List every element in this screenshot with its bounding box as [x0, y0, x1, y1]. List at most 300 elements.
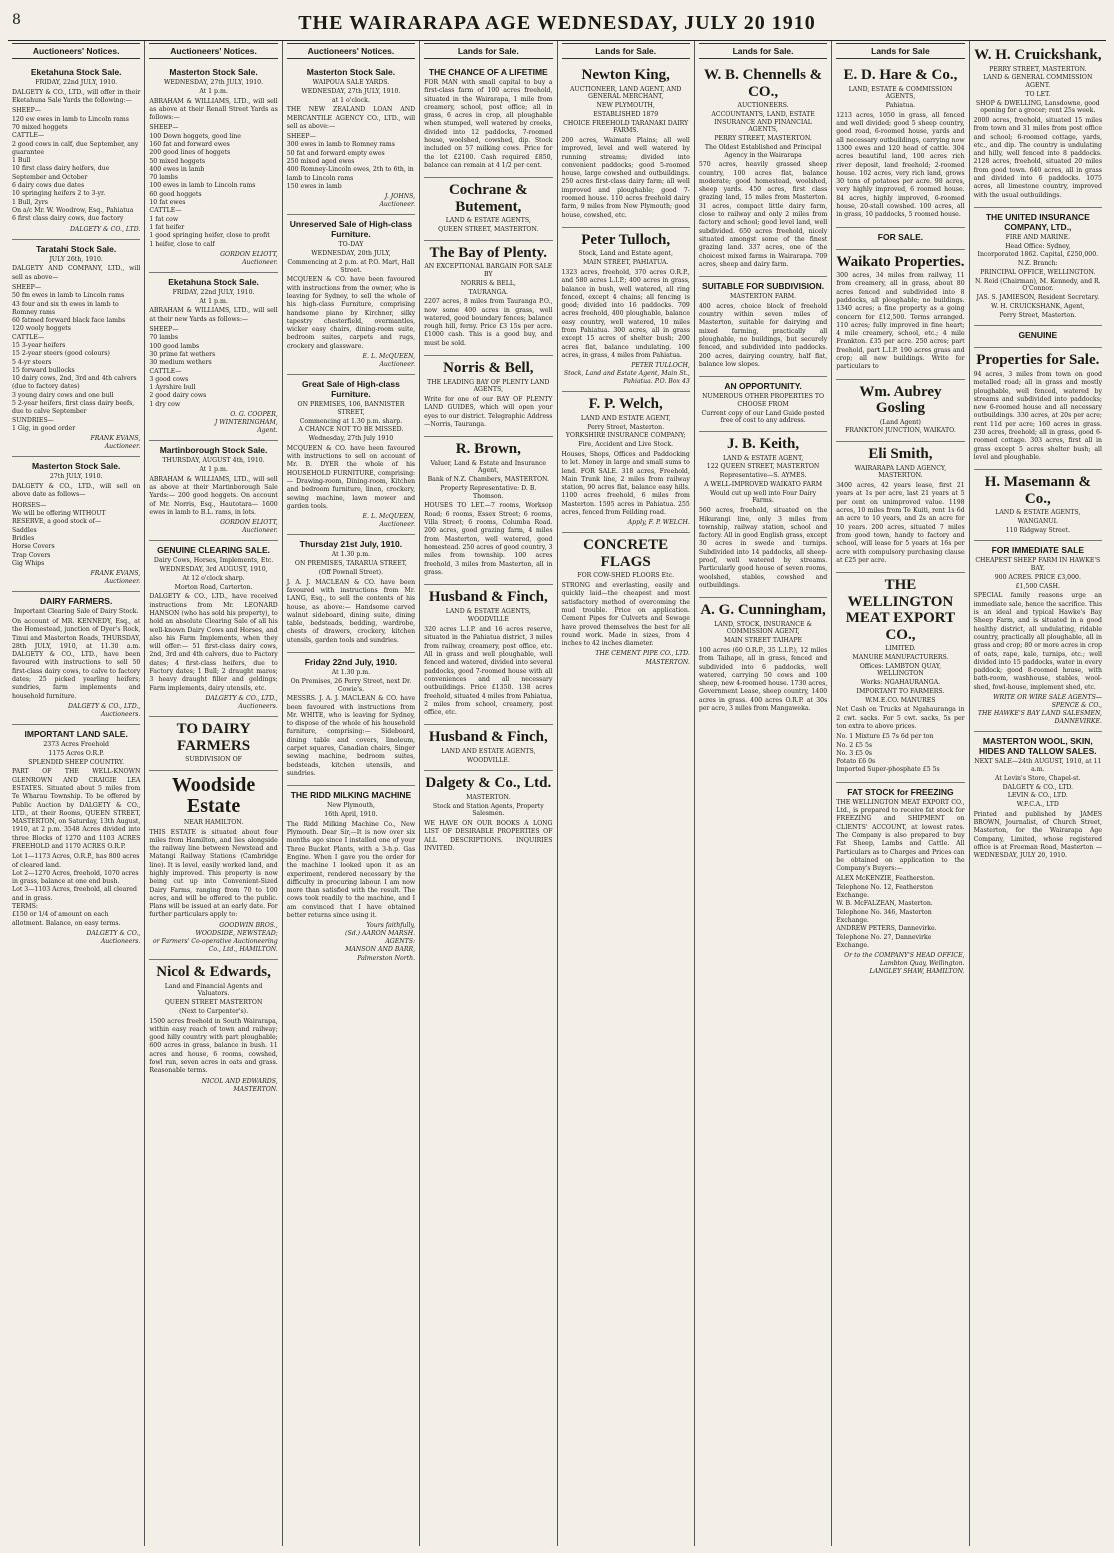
- advertisement: [287, 215, 415, 375]
- ad-body-text: THE NEW ZEALAND LOAN AND MERCANTILE AGENCY CO., LTD., will sell as above:—: [286, 106, 416, 130]
- ad-signature: AGENTS:: [385, 938, 416, 946]
- ad-list-item: 1 heifer, close to calf: [149, 240, 215, 248]
- ad-subheading: N.Z. Branch:: [1017, 260, 1058, 268]
- ad-list-item: TERMS:: [12, 903, 38, 911]
- ad-subheading: Important Clearing Sale of Dairy Stock.: [13, 608, 139, 616]
- ad-signature: (Sd.) AARON MARSH.: [345, 930, 416, 938]
- ad-body-text: SPECIAL family reasons urge an immediate sale, hence the sacrifice. This is an ideal and typical Hawke's Bay Sheep Farm, and is situated in a good healthy district, all undulating, ridable country, practically all ploughable, all in grass and crop; 80 or more acres in crop of oats, rape, kale, turnips, etc.; well divided into 15 paddocks, water in every paddock; good 8-roomed house, with bath-room, washhouse, stables, wool-shed, fowl-house, implement shed, etc.: [973, 592, 1102, 691]
- advertisement: [287, 786, 415, 967]
- advertisement: [149, 273, 277, 441]
- ad-signature: DALGETY & CO.,: [86, 929, 141, 937]
- ad-subheading: At 1 p.m.: [199, 87, 228, 95]
- ad-subheading: Offices: LAMBTON QUAY, WELLINGTON: [859, 662, 942, 678]
- ad-list-item: 1 fat heifer: [149, 223, 185, 231]
- ad-title: THE UNITED INSURANCE COMPANY, LTD.,: [985, 211, 1090, 232]
- ad-subheading: (Land Agent): [879, 418, 921, 426]
- ad-subheading: QUEEN STREET MASTERTON: [164, 999, 263, 1007]
- ad-subheading: (Next to Carpenter's).: [179, 1007, 249, 1015]
- ad-title: R. Brown,: [455, 441, 521, 458]
- ad-subheading: LAND, STOCK, INSURANCE & COMMISSION AGENT,: [714, 620, 813, 636]
- ad-signature: Auctioneer.: [379, 521, 416, 529]
- ad-subheading: SPLENDID SHEEP COUNTRY.: [28, 758, 125, 766]
- ad-body-text: 94 acres, 3 miles from town on good metalled road; all in grass and mostly ploughable, well fenced, watered by streams and subdivided into paddocks; new 6-roomed house and all necessary outbuildings. 330 acres, at 20s per acre; rent 11d per acre; 160 acres in grass. 230 acres, freehold; all in grass, good 6-roomed cottage. 303 acres, first all in grass except 5 acres shelter bush; all level and ploughable.: [973, 370, 1102, 461]
- ad-signature: Auctioneer.: [242, 258, 278, 266]
- ad-subheading: N. Reid (Chairman), M. Kennedy, and R. O'Connor.: [974, 277, 1101, 293]
- ad-list-item: 10 first class dairy heifers, due September and October: [12, 165, 110, 181]
- ad-title: Masterton Stock Sale.: [32, 461, 121, 472]
- ad-subheading: LAND & ESTATE AGENTS,: [995, 509, 1081, 517]
- ad-subheading: 27th JULY, 1910.: [49, 473, 103, 481]
- ad-list-item: CATTLE—: [12, 333, 45, 341]
- ad-list-item: CATTLE—: [149, 367, 182, 375]
- ad-subheading: At 1 p.m.: [199, 297, 228, 305]
- ad-subheading: CHOICE FREEHOLD TARANAKI DAIRY FARMS.: [563, 119, 689, 135]
- ad-signature: DALGETY & CO., LTD.,: [205, 694, 278, 702]
- ad-list-item: ALEX McKENZIE, Featherston. Telephone No. 12, Featherston Exchange.: [836, 875, 935, 900]
- ad-body-text: ABRAHAM & WILLIAMS, LTD., will sell at their new Yards as follows:—: [149, 307, 278, 323]
- ad-list-item: 160 fat and forward ewes: [149, 140, 230, 148]
- ad-subheading: At Levin's Store, Chapel-st.: [995, 774, 1081, 782]
- advertisement: [699, 377, 827, 432]
- ad-subheading: LAND AND ESTATE AGENTS,: [441, 747, 536, 755]
- ad-subheading: 16th April, 1910.: [324, 810, 378, 818]
- ad-list-item: SUNDRIES—: [12, 416, 54, 424]
- ad-subheading: at 1 o'clock.: [332, 96, 370, 104]
- ad-body-text: 400 acres, choice block of freehold country within seven miles of Masterton, suitable for dairying and mixed farming, practically all ploughable, no buildings, but securely fenced, and subdivided into paddocks. 200 acres, dairying country, half flat, balance low slopes.: [698, 302, 828, 368]
- ad-subheading: MASTERTON.: [466, 793, 511, 801]
- ad-subheading: Property Representative: D. B. Thomson.: [440, 484, 537, 500]
- ad-title: FOR IMMEDIATE SALE: [991, 545, 1085, 556]
- newspaper-column: [283, 41, 420, 1546]
- ad-body-text: 1500 acres freehold in South Wairarapa, within easy reach of town and railway; good hilly country with part ploughable; 600 acres in grass, balance in bush. 11 acres and house, 6 rooms, cowshed, fowl run, seven acres in oats and grass. Reasonable terms.: [149, 1017, 278, 1075]
- ad-title: Thursday 21st July, 1910.: [299, 539, 403, 550]
- ad-subheading: At 1.30 p.m.: [331, 551, 371, 559]
- ad-list-item: 1 fat cow: [149, 215, 179, 223]
- ad-body-text: 2000 acres, freehold, situated 15 miles from town and 31 miles from post office and school; 6-roomed cottage, yards, etc., and dip. The country is undulating and hilly, well fenced into 8 paddocks. 2128 acres, freehold, situated 20 miles from good town. 640 acres, all in grass and divided into 6 paddocks. 1075 acres, all limestone country, improved with the usual outbuildings.: [973, 117, 1102, 199]
- advertisement: [12, 725, 140, 951]
- ad-list-item: 10 dairy cows, 2nd, 3rd and 4th calvers (due to factory dates): [12, 375, 137, 391]
- ad-title: DAIRY FARMERS.: [40, 596, 113, 607]
- advertisement: [149, 717, 277, 771]
- ad-title: TO DAIRY FARMERS: [176, 721, 251, 754]
- ad-signature: PETER TULLOCH,: [631, 362, 690, 370]
- ad-subheading: WAIRARAPA LAND AGENCY, MASTERTON.: [854, 464, 947, 480]
- ad-list-item: Horse Covers: [12, 543, 55, 551]
- column-heading: Lands for Sale.: [562, 43, 690, 59]
- ad-signature: O. G. COOPER,: [230, 411, 278, 419]
- ad-list-item: 100 ewes in lamb to Lincoln rams: [149, 182, 256, 190]
- ad-subheading: QUEEN STREET, MASTERTON.: [438, 226, 539, 234]
- ad-signature: Or to the COMPANY'S HEAD OFFICE, Lambton Quay, Wellington.: [844, 952, 965, 968]
- ad-signature: NICOL AND EDWARDS,: [201, 1077, 278, 1085]
- ad-subheading: ESTABLISHED 1879: [593, 110, 659, 118]
- ad-title: Dalgety & Co., Ltd.: [425, 775, 552, 792]
- advertisement: [424, 356, 552, 437]
- ad-subheading: WEDNESDAY, 20th JULY,: [311, 250, 391, 258]
- ad-list-item: 15 3-year heifers: [12, 341, 66, 349]
- ad-subheading: WOODVILLE.: [466, 756, 510, 764]
- ad-list-item: SHEEP—: [12, 283, 42, 291]
- ad-subheading: FOR COW-SHED FLOORS Etc.: [577, 572, 675, 580]
- ad-signature: DALGETY & CO., LTD.,: [67, 702, 141, 710]
- ad-subheading: DALGETY & CO., LTD.: [1002, 783, 1074, 791]
- ad-body-text: PART OF THE WELL-KNOWN GLENROWN AND CRAIGIE LEA ESTATES. Situated about 5 miles from Te Wharau Township. To be offered by Public Auction by DALGETY & CO., LTD., at their Rooms, QUEEN STREET, MASTERTON, on Saturday, 13th August, 1910, at 2 p.m. 3548 Acres divided into three Blocks of 1270 and 1103 ACRES FREEHOLD and 1170 ACRES O.R.P.: [12, 768, 141, 850]
- advertisement: [836, 380, 964, 443]
- ad-subheading: LAND & ESTATE AGENTS,: [445, 217, 531, 225]
- ad-signature: Auctioneer.: [104, 443, 141, 451]
- ad-title: IMPORTANT LAND SALE.: [24, 729, 128, 740]
- ad-body-text: Houses, Shops, Offices and Paddocking to let. Money in large and small sums to lend. FOR SALE. 318 acres, Freehold, Main Trunk line, 2 miles from railway station, 90 acres flat, balance easy hills. 1100 acres freehold, 6 miles from Masterton. 1595 acres in Pahiatua. 255 acres, fenced from Feilding road.: [561, 450, 690, 516]
- advertisement: [149, 771, 277, 960]
- ad-body-text: FOR MAN with small capital to buy a first-class farm of 100 acres freehold, situated in the Wairarapa, 1 mile from creamery, school, post office; all in grass, 6 acres in crop, all ploughable when stumped, well watered by creeks, divided into 12 paddocks, 7-roomed house, woolshed, cowshed, dip. Stock included on 57 milking cows. Price for the lot £2100. Cash required £850, balance can remain at 4 1/2 per cent.: [424, 79, 553, 169]
- ad-signature: MASTERTON.: [645, 658, 690, 666]
- advertisement: [149, 960, 277, 1099]
- column-heading: Auctioneers' Notices.: [287, 43, 415, 59]
- ad-title: GENUINE CLEARING SALE.: [157, 545, 270, 556]
- ad-title: The Bay of Plenty.: [429, 244, 548, 261]
- ad-item-list: [12, 284, 140, 433]
- ad-title: H. Masemann & Co.,: [984, 474, 1091, 507]
- ad-subheading: A WELL-IMPROVED WAIKATO FARM: [704, 480, 823, 488]
- ad-subheading: On Premises, 26 Perry Street, next Dr. Cowie's.: [290, 677, 412, 693]
- ad-list-item: SHEEP—: [12, 107, 42, 115]
- ad-list-item: ANDREW PETERS, Dannevirke. Telephone No. 27, Dannevirke Exchange.: [836, 925, 937, 949]
- ad-subheading: YORKSHIRE INSURANCE COMPANY;: [565, 432, 686, 440]
- column-heading: Lands for Sale.: [424, 43, 552, 59]
- ad-subheading: Commencing at 1.30 p.m. sharp.: [299, 417, 403, 425]
- ad-signature: SPENCE & CO.,: [1051, 702, 1102, 710]
- ad-subheading: 2373 Acres Freehold: [43, 741, 109, 749]
- ad-subheading: NEW PLYMOUTH,: [596, 102, 655, 109]
- ad-subheading: Bank of N.Z. Chambers, MASTERTON.: [427, 476, 550, 484]
- ad-subheading: ON PREMISES, TARARUA STREET,: [294, 560, 407, 568]
- ad-subheading: Commencing at 2 p.m. at P.O. Mart, Hall Street.: [287, 258, 415, 274]
- ad-signature: GORDON ELIOTT,: [220, 519, 278, 527]
- ad-body-text: Printed and published by JAMES BROWN, Journalist, of Church Street, Masterton, for the Wairarapa Age Company, Limited, whose registered office is at Freeman Road, Masterton — WEDNESDAY, JULY 20, 1910.: [973, 810, 1102, 860]
- advertisement: [287, 535, 415, 653]
- ad-list-item: 3 young dairy cows and one bull: [12, 391, 114, 399]
- ad-subheading: At 1 p.m.: [199, 465, 228, 473]
- ad-subheading: ON PREMISES, 106, BANNISTER STREET,: [297, 401, 405, 416]
- ad-title: THE RIDD MILKING MACHINE: [290, 790, 412, 801]
- advertisement: [424, 241, 552, 356]
- ad-list-item: Trap Covers: [12, 551, 51, 559]
- ad-title: FOR SALE.: [877, 231, 924, 242]
- ad-title: Great Sale of High-class Furniture.: [302, 379, 400, 400]
- ad-signature: Auctioneers.: [100, 711, 141, 718]
- ad-subheading: Incorporated 1862. Capital, £250,000.: [977, 251, 1099, 259]
- ad-body-text: Write for one of our BAY OF PLENTY LAND GUIDES, which will open your eyes to our district. Telegraphic Address—Norris, Tauranga.: [424, 396, 553, 428]
- advertisement: [836, 228, 964, 250]
- advertisement: [974, 541, 1102, 732]
- ad-list-item: 15 2-year steers (good colours): [12, 350, 110, 358]
- ad-list-item: 150 ewes in lamb: [286, 182, 342, 190]
- newspaper-column: [558, 41, 695, 1546]
- ad-signature: FRANK EVANS,: [90, 435, 141, 443]
- ad-list-item: 400 Romney-Lincoln ewes, 2th to 6th, in lamb to Lincoln rams: [286, 166, 414, 182]
- advertisement: [699, 277, 827, 377]
- ad-body-text: 100 acres (60 O.R.P., 35 L.I.P.), 12 miles from Taihape, all in grass, fenced and subdivided into 6 paddocks, well watered, carrying 50 cows and 100 sheep, new 4-roomed house. 1730 acres, Government Lease, sheep country, 1400 acres in grass. 400 acres O.R.P. at 30s per acre, 3 miles from Mangaweka.: [698, 646, 828, 713]
- advertisement: [149, 441, 277, 541]
- newspaper-column: [970, 41, 1106, 1546]
- advertisement: [287, 63, 415, 215]
- ad-list-item: CATTLE—: [12, 132, 45, 140]
- ad-subheading: Would cut up well into Four Dairy Farms.: [710, 489, 817, 505]
- ad-subheading: At 1.30 p.m.: [331, 669, 371, 677]
- ad-signature: DANNEVIRKE.: [1054, 718, 1102, 726]
- ad-body-text: 570 acres, heavily grassed sheep country, 100 acres flat, balance moderate; good homestead, woolshed, sheep yards. 450 acres, first class grazing land, 15 miles from Masterton. 31 acres, compact little dairy farm, close to railway and only 2 miles from factory and school; good level land, well subdivided. 650 acres freehold, nicely situated amongst some of the finest grazing land. 337 acres, one of the choicest mixed farms in Wairarapa. 709 acres, sheep and dairy farm.: [698, 161, 828, 268]
- ad-list-item: 6 first class dairy cows, due factory: [12, 215, 124, 223]
- column-heading: Auctioneers' Notices.: [12, 43, 140, 59]
- ad-subheading: Perry Street, Masterton.: [999, 311, 1077, 319]
- ad-list-item: 50 fm ewes in lamb to Lincoln rams: [12, 292, 125, 300]
- ad-subheading: Perry Street, Masterton.: [587, 423, 665, 431]
- ad-subheading: Morton Road, Carterton.: [174, 583, 253, 591]
- ad-list-item: 100 Down hoggets, good line: [149, 132, 241, 140]
- ad-subheading: WEDNESDAY, 27th JULY, 1910.: [301, 87, 401, 95]
- ad-subheading: Pahiatua.: [885, 102, 916, 109]
- ad-title: Eketahuna Stock Sale.: [30, 67, 122, 77]
- newspaper-title: THE WAIRARAPA AGE WEDNESDAY, JULY 20 1910: [298, 12, 816, 34]
- ad-subheading: Dairy Cows, Horses, Implements, Etc.: [153, 557, 274, 565]
- ad-subheading: FRANKTON JUNCTION, WAIKATO.: [845, 427, 956, 435]
- advertisement: [836, 783, 964, 982]
- ad-subheading: LAND AND ESTATE AGENT,: [580, 414, 671, 422]
- ad-title: Husband & Finch,: [428, 589, 548, 606]
- ad-subheading: LAND & GENERAL COMMISSION AGENT.: [983, 74, 1093, 89]
- ad-title: Unreserved Sale of High-class Furniture.: [289, 219, 413, 240]
- ad-title: A. G. Cunningham,: [700, 602, 826, 619]
- ad-list-item: 15 forward bullocks: [12, 366, 75, 374]
- ad-signature: WRITE OR WIRE SALE AGENTS—: [993, 694, 1102, 702]
- ad-title: GENUINE: [1018, 330, 1058, 341]
- ad-signature: Auctioneer.: [242, 527, 278, 535]
- ad-item-list: [12, 502, 140, 568]
- ad-subheading: (Off Pownall Street).: [318, 568, 384, 576]
- advertisement: [562, 228, 690, 392]
- ad-list-item: Gig Whips: [12, 559, 45, 567]
- ad-list-item: 5 2-year heifers, first class dairy beefs, due to calve September: [12, 400, 135, 416]
- ad-subheading: FRIDAY, 22nd JULY, 1910.: [35, 79, 118, 86]
- ad-title: Peter Tulloch,: [581, 231, 671, 248]
- ad-list-item: W. B. McFALZEAN, Masterton. Telephone No. 346, Masterton Exchange.: [836, 900, 933, 924]
- ad-signature: FRANK EVANS,: [90, 570, 141, 578]
- ad-body-text: 200 acres, Waimate Plains; all well improved, level and well watered by running streams; divided into convenient paddocks; good 5-roomed house, large cowshed and outbuildings. 250 acres first-class dairy farm; all well improved and ploughable; good 7-roomed house. 110 acres freehold dairy farm, 9 miles from New Plymouth; good house, cowshed, etc.: [561, 137, 690, 219]
- ad-body-text: DALGETY & CO., LTD., have received instructions from Mr. LEONARD HANSON (who has sold his property), to hold an absolute Clearing Sale of all his well-known Dairy Cows and Horses, and also his Farm Implements, when they will offer:— 51 first-class dairy cows, 2nd, 3rd and 4th calvers, due to Factory dates; 4 first-class heifers, due to Factory dates; 1 Bull; 2 draught mares; 3 heavy draught filler and geldings; Farm implements, dairy utensils, etc.: [149, 593, 278, 692]
- ad-signature: Stock, Land and Estate Agent, Main St., Pahiatua. P.O. Box 43: [563, 370, 690, 386]
- ad-subheading: W.F.C.A., LTD: [1016, 801, 1059, 809]
- advertisement: [974, 348, 1102, 470]
- ad-list-item: 300 ewes in lamb to Romney rams: [286, 141, 395, 149]
- ad-list-item: No. 3 £5 0s: [836, 749, 873, 757]
- ad-body-text: 320 acres L.I.P. and 16 acres reserve, situated in the Pahiatua district, 3 miles from railway, creamery, post office, etc. All in grass and well ploughable, well fenced and watered, divided into several paddocks, good 7-roomed house with all conveniences and all necessary outbuildings. Price £1350. 138 acres freehold, situated 4 miles from Pahiatua, 2 miles from school, creamery, post office, etc.: [424, 626, 553, 717]
- ad-list-item: 50 mixed hoggets: [149, 157, 206, 165]
- ad-subheading: THE LEADING BAY OF PLENTY LAND AGENTS,: [427, 378, 550, 394]
- column-heading: Lands for Sale: [836, 43, 964, 59]
- ad-body-text: 2207 acres, 8 miles from Tauranga P.O., now some 400 acres in grass, well watered, good boundary fences; balance rough hill, ferny. Price £3 15s per acre. £1000 cash. This is a good buy, and must be sold.: [424, 298, 553, 347]
- ad-signature: Palmerston North.: [357, 954, 416, 962]
- newspaper-column: [8, 41, 145, 1546]
- ad-subheading: 110 Ridgway Street.: [1005, 526, 1070, 534]
- ad-subheading: W. H. CRUICKSHANK, Agent,: [991, 302, 1085, 310]
- advertisement: [699, 598, 827, 720]
- ad-subheading: MAIN STREET, PAHIATUA.: [582, 259, 669, 267]
- ad-subheading: AUCTIONEER, LAND AGENT, AND GENERAL MERCHANT,: [570, 85, 682, 101]
- column-grid: [8, 41, 1106, 1546]
- page-number: 8: [12, 12, 21, 28]
- ad-subheading: IMPORTANT TO FARMERS.: [856, 687, 945, 695]
- column-heading: Lands for Sale.: [699, 43, 827, 59]
- ad-subheading: Valuer, Land & Estate and Insurance Agent,: [430, 459, 547, 475]
- ad-title: Nicol & Edwards,: [156, 964, 271, 981]
- ad-subheading: TAURANGA.: [468, 288, 508, 296]
- ad-title: Wm. Aubrey Gosling: [859, 383, 942, 417]
- ad-title: Waikato Properties.: [836, 253, 965, 270]
- advertisement: [562, 392, 690, 533]
- ad-signature: Auctioneer.: [379, 201, 416, 209]
- ad-title: Masterton Stock Sale.: [169, 67, 258, 77]
- ad-subheading: ACCOUNTANTS, LAND, ESTATE INSURANCE AND FINANCIAL AGENTS,: [711, 110, 815, 134]
- ad-body-text: 300 acres, 34 miles from railway, 11 from creamery, all in grass, about 80 acres fenced and subdivided into 8 paddocks, all ploughable; no buildings. 1340 acres; a fine property as a going concern for £12,500. Terms arranged. 110 acres; fully improved in fine heart; 4 mile creamery, school, etc.; 4 mile Frankton. £35 per acre. 250 acres; part freehold, part L.I.P. 190 acres grass and crop; all new buildings. Write for particulars to: [836, 272, 965, 371]
- ad-list-item: Saddles: [12, 526, 37, 534]
- ad-signature: J WINTERINGHAM,: [214, 419, 278, 427]
- ad-signature: MANSON AND BARR,: [345, 946, 416, 954]
- ad-subheading: PRINCIPAL OFFICE, WELLINGTON.: [980, 268, 1096, 276]
- ad-body-text: STRONG and everlasting, easily and quickly laid—the cheapest and most satisfactory method of overcoming the mud trouble. Price on application. Cement Pipes for Culverts and Sewage have proved themselves the best for all round work. Made in sizes, from 4 inches to 42 inches diameter.: [561, 582, 690, 648]
- ad-subheading: The Oldest Established and Principal Agency in the Wairarapa: [704, 143, 822, 159]
- masthead: [8, 6, 1106, 41]
- ad-list-item: 2 good dairy cows: [149, 392, 207, 400]
- ad-subheading: SHOP & DWELLING, Lansdowne, good opening for a grocer; rent 25s week.: [975, 99, 1100, 115]
- ad-item-list: [836, 875, 964, 950]
- ad-signature: or Farmers' Co-operative Auctioneering Co., Ltd., HAMILTON.: [152, 937, 278, 953]
- ad-subheading: LAND, ESTATE & COMMISSION AGENTS,: [848, 85, 953, 101]
- ad-list-item: 1 good springing heifer, close to profit: [149, 232, 270, 240]
- ad-title: Newton King,: [581, 67, 670, 83]
- ad-subheading: WAIPOUA SALE YARDS.: [312, 79, 390, 86]
- ad-signature: J. JOHNS,: [384, 193, 416, 201]
- advertisement: [974, 732, 1102, 867]
- ad-body-text: ABRAHAM & WILLIAMS, LTD., will sell as above at their Renall Street Yards as follows:—: [149, 97, 278, 122]
- ad-subheading: WEDNESDAY, 27th JULY, 1910.: [164, 79, 264, 86]
- advertisement: [836, 63, 964, 228]
- ad-body-text: HOUSES TO LET.—7 rooms, Worksop Road; 6 rooms, Essex Street; 6 rooms, Villa Street; 6 rooms, Columba Road. 200 acres, good grazing farm, 4 miles from Masterton, well watered, good homestead. 250 acres of good country, 3 miles from township. 100 acres freehold, 3 miles from Masterton, all in grass.: [424, 502, 553, 576]
- ad-item-list: [287, 133, 415, 191]
- ad-title: Eli Smith,: [868, 446, 933, 463]
- ad-list-item: 400 ewes in lamb: [149, 165, 205, 173]
- advertisement: [974, 326, 1102, 348]
- ad-body-text: THE WELLINGTON MEAT EXPORT CO., Ltd., is prepared to receive fat stock for FREEZING and SHIPMENT on CLIENTS' ACCOUNT, at lowest rates. The Company is also prepared to buy Fat Sheep, Lambs and Cattle. All Particulars as to Charges and Prices can be obtained on application to the Company's Buyers:—: [836, 798, 965, 873]
- ad-signature: GOODWIN BROS.,: [219, 921, 278, 929]
- advertisement: [287, 375, 415, 535]
- ad-signature: Auctioneer.: [379, 361, 416, 369]
- ad-body-text: J. A. J. MACLEAN & CO. have been favoured with instructions from Mr. LANG, Esq., to sell the contents of his house, as above:— Handsome carved walnut sideboard, dining suite, dining table, bedsteads, bedding, wardrobe, chests of drawers, crockery, kitchen utensils, garden tools and sundries.: [286, 578, 416, 644]
- advertisement: [424, 437, 552, 585]
- ad-signature: LANGLEY SHAW, HAMILTON.: [869, 968, 965, 976]
- advertisement: [699, 63, 827, 277]
- ad-list-item: 10 fat ewes: [149, 199, 186, 207]
- ad-signature: Auctioneers.: [238, 702, 278, 710]
- ad-list-item: 250 mixed aged ewes: [286, 158, 355, 166]
- ad-body-text: THIS ESTATE is situated about four miles from Hamilton, and lies alongside the railway line between Newstead and Matangi Railway Stations (Cambridge line). It is level, easily worked land, and highly improved. This property is now being cut up into Convenient-Sized Dairy Farms, ranging from 70 to 100 acres, and will be offered to the public. Plans will be issued at an early date. For further particulars apply to:: [149, 828, 278, 919]
- ad-signature: WOODSIDE, NEWSTEAD;: [195, 929, 278, 937]
- ad-item-list: [836, 733, 964, 774]
- ad-subheading: MANURE MANUFACTURERS.: [852, 653, 949, 661]
- ad-subheading: JULY 26th, 1910.: [49, 255, 103, 263]
- ad-body-text: The Ridd Milking Machine Co., New Plymouth. Dear Sir,—It is now over six months ago since I installed one of your Three Bucket Plants, with a 3-h.p. Gas Engine. When I gave you the order for the machine I looked upon it as an experiment, rendered necessary by the difficulty in procuring labour. I am now more than satisfied with the result. The cows took readily to the machine, and I am convinced that I have obtained better returns since using it.: [286, 820, 416, 919]
- ad-signature: Auctioneers.: [100, 938, 141, 946]
- ad-signature: Yours faithfully,: [366, 922, 416, 930]
- ad-list-item: 43 four and six th ewes in lamb to Romney rams: [12, 300, 119, 316]
- ad-title: MASTERTON WOOL, SKIN, HIDES AND TALLOW SALES.: [979, 736, 1097, 757]
- ad-subheading: Stock and Station Agents, Property Salesmen.: [432, 802, 544, 818]
- ad-subheading: MASTERTON FARM.: [730, 293, 797, 301]
- advertisement: [836, 250, 964, 380]
- ad-title: Masterton Stock Sale.: [306, 67, 396, 77]
- ad-list-item: 1 Bull: [12, 157, 31, 165]
- ad-subheading: WEDNESDAY, 3rd AUGUST, 1910,: [159, 566, 268, 574]
- ad-list-item: 1 Gig, in good order: [12, 424, 76, 432]
- ad-subheading: TO-DAY: [338, 241, 364, 249]
- ad-subheading: 1175 Acres O.R.P.: [48, 749, 104, 757]
- advertisement: [287, 653, 415, 786]
- ad-title: E. D. Hare & Co.,: [843, 67, 958, 83]
- ad-signature: Apply, F. P. WELCH.: [627, 519, 690, 527]
- ad-list-item: Imported Super-phosphate £5 5s: [836, 766, 940, 774]
- ad-list-item: 2 good cows in calf, due September, any guarantee: [12, 140, 139, 156]
- ad-subheading: Representative—S. AYMES.: [719, 472, 807, 480]
- ad-item-list: [149, 124, 277, 248]
- ad-subheading: £1,500 CASH.: [1015, 582, 1061, 590]
- advertisement: [424, 63, 552, 178]
- ad-list-item: 1 Ayrshire bull: [149, 384, 196, 392]
- ad-title: F. P. Welch,: [588, 396, 663, 413]
- ad-title: Woodside Estate: [171, 773, 256, 817]
- ad-title: Norris & Bell,: [443, 360, 534, 377]
- ad-item-list: [149, 326, 277, 409]
- ad-list-item: On a/c Mr. W. Woodrow, Esq., Pahiatua: [12, 206, 134, 214]
- ad-list-item: 200 good lines of hoggets: [149, 149, 231, 157]
- ad-list-item: SHEEP—: [149, 326, 179, 334]
- ad-list-item: 120 wooly hoggets: [12, 325, 71, 333]
- ad-title: SUITABLE FOR SUBDIVISION.: [701, 281, 825, 292]
- ad-subheading: LAND & ESTATE AGENTS,: [445, 607, 531, 615]
- ad-subheading: W.M.E.CO. MANURES: [865, 696, 936, 704]
- ad-subheading: Works: NGAHAURANGA.: [860, 679, 941, 687]
- ad-list-item: HORSES—: [12, 501, 47, 509]
- advertisement: [424, 178, 552, 241]
- ad-subheading: MAIN STREET TAIHAPE: [724, 637, 803, 645]
- ad-subheading: FRIDAY, 22nd JULY, 1910.: [172, 288, 255, 296]
- ad-body-text: ABRAHAM & WILLIAMS, LTD., will sell as above at their Martinborough Sale Yards:— 200 good hoggets. On account of Mr. Norris, Esq., Hautotara— 1600 ewes in lamb to B.L. rams, in lots.: [149, 475, 278, 516]
- advertisement: [424, 725, 552, 771]
- ad-list-item: 1 dry cow: [149, 400, 181, 408]
- ad-title: CONCRETE FLAGS: [583, 537, 669, 570]
- ad-title: J. B. Keith,: [727, 436, 800, 453]
- advertisement: [699, 432, 827, 598]
- ad-subheading: Head Office: Sydney,: [1005, 242, 1071, 250]
- ad-list-item: 30 prime fat wethers: [149, 350, 216, 358]
- ad-signature: Agent.: [257, 427, 278, 435]
- advertisement: [12, 592, 140, 725]
- advertisement: [974, 43, 1102, 208]
- ad-list-item: Lot 2—1270 Acres, freehold, 1070 acres in grass, balance at one end bush.: [12, 869, 139, 886]
- ad-signature: THE HAWKE'S BAY LAND SALESMEN,: [977, 710, 1102, 718]
- ad-list-item: Lot 3—1103 Acres, freehold, all cleared and in grass.: [12, 886, 137, 902]
- ad-list-item: 1 Bull, 2yrs: [12, 198, 48, 206]
- advertisement: [12, 457, 140, 592]
- ad-title: AN OPPORTUNITY.: [724, 381, 802, 392]
